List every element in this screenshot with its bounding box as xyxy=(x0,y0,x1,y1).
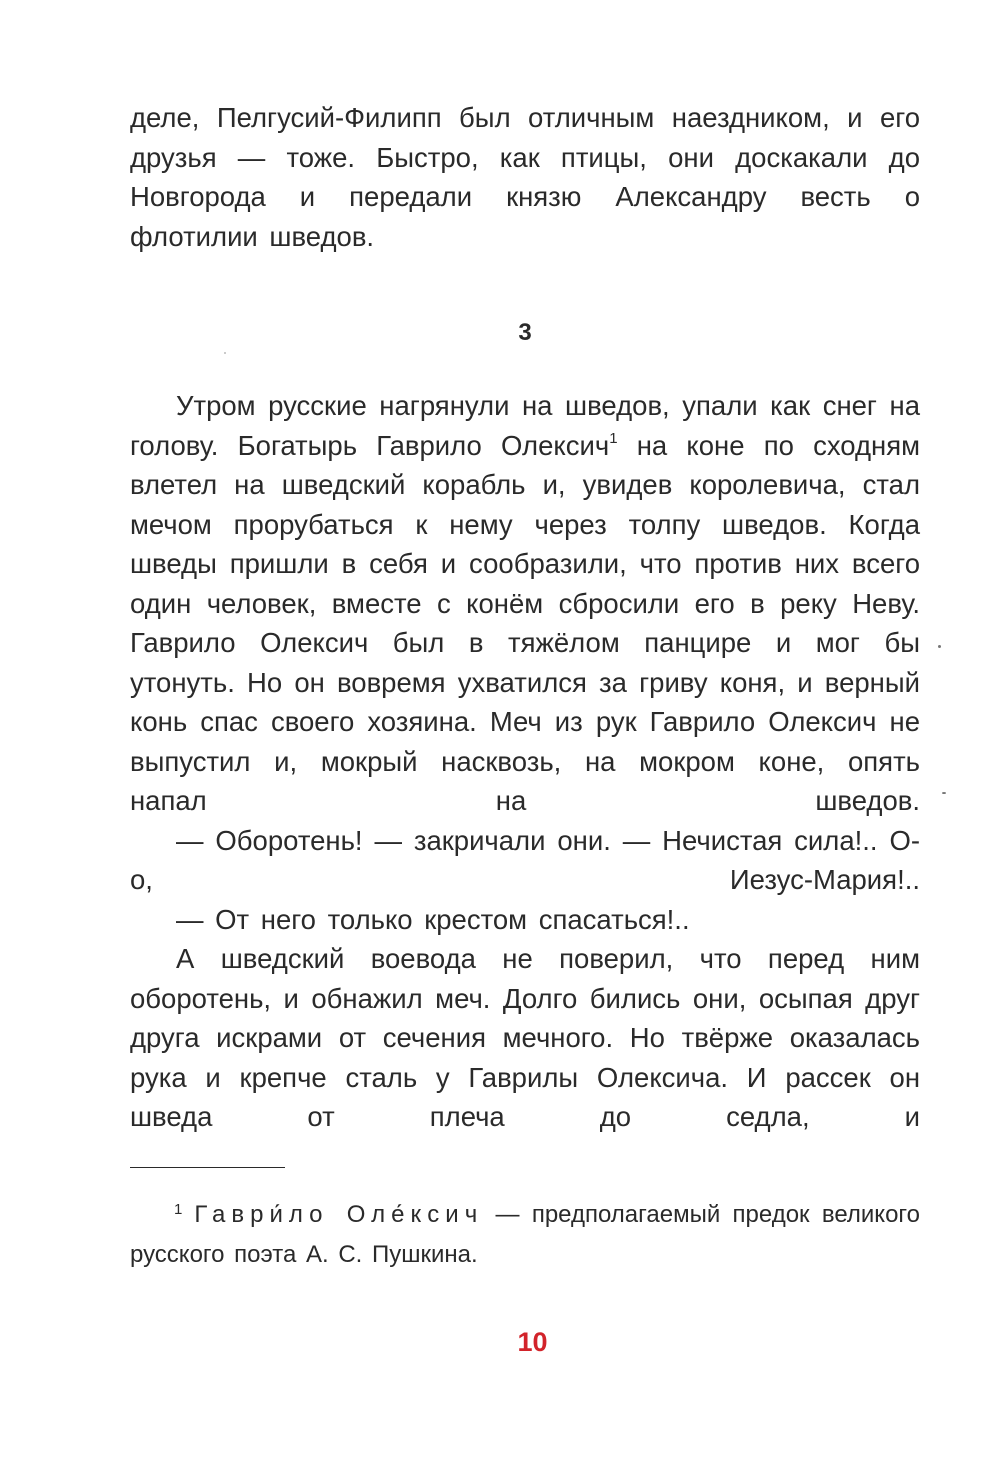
page-number: 10 xyxy=(517,1327,548,1357)
book-page xyxy=(130,98,920,1275)
footnote-text: — предполагаемый предок великого русского поэта А. С. Пушкина. xyxy=(130,1200,920,1268)
paragraph-dialogue-2: — От него только крестом спасаться!.. xyxy=(176,903,690,935)
scan-speck xyxy=(938,645,941,648)
paragraph-duel: А шведский воевода не поверил, что перед ним оборотень, и обнажил меч. Долго бились они, осыпая друг друга искрами от сечения мечного. Но твёрже оказалась рука и крепче сталь у Гаврилы Олексича. И рассек он шведа от плеча до седла, и xyxy=(130,943,920,1132)
footnote-term: Гаври́ло Оле́ксич xyxy=(194,1200,484,1228)
paragraph-dialogue-1: — Оборотень! — закричали они. — Нечистая сила!.. О-о, Иезус-Мария!.. xyxy=(130,824,920,895)
footnote xyxy=(130,1190,920,1275)
scan-speck xyxy=(224,352,226,354)
footnote-divider xyxy=(130,1167,285,1168)
paragraph-battle-text-2: на коне по сходням влетел на шведский корабль и, увидев королевича, стал мечом прорубаться к нему через толпу шведов. Когда шведы пришли в себя и сообразили, что против них всего один человек, вместе с конём сбросили его в реку Неву. Гаврило Олексич был в тяжёлом панцире и мог бы утонуть. Но он вовремя ухватился за гриву коня, и верный конь спас своего хозяина. Меч из рук Гаврило Олексич не выпустил и, мокрый насквозь, на мокром коне, опять напал на шведов. xyxy=(130,429,920,816)
paragraph-battle xyxy=(130,386,920,821)
chapter-number: 3 xyxy=(518,319,532,346)
opening-paragraph: деле, Пелгусий-Филипп был отличным наездником, и его друзья — тоже. Быстро, как птицы, они доскакали до Новгорода и передали князю Александру весть о флотилии шведов. xyxy=(130,102,920,252)
footnote-reference: 1 xyxy=(609,429,618,447)
footnote-number: 1 xyxy=(174,1200,183,1218)
paragraph-battle-text-1: Утром русские нагрянули на шведов, упали как снег на голову. Богатырь Гаврило Олексич xyxy=(130,390,920,461)
scan-speck xyxy=(942,792,946,794)
